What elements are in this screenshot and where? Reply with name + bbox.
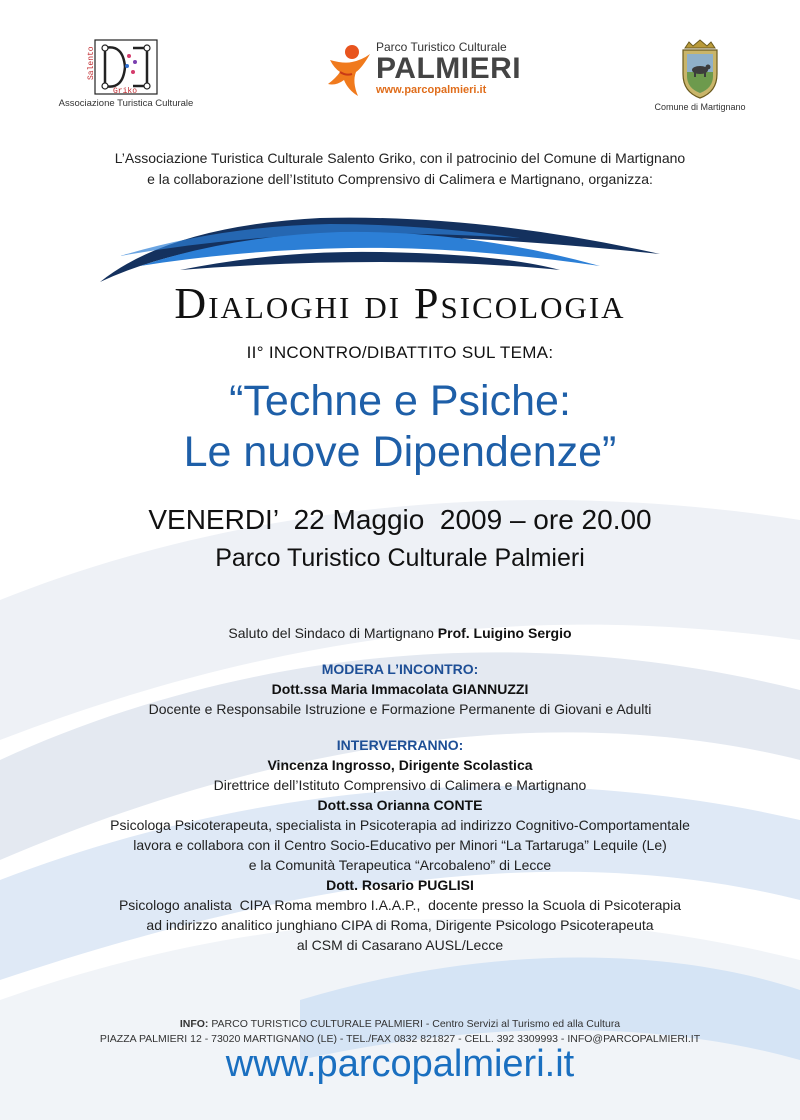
greeting-line (20, 623, 780, 643)
website-link[interactable]: www.parcopalmieri.it (225, 1043, 575, 1085)
intro-text (0, 148, 800, 190)
info-line-2: PIAZZA PALMIERI 12 - 73020 MARTIGNANO (LE) - TEL./FAX 0832 821827 - CELL. 392 3309993 - INFO@PARCOPALMIERI.IT (99, 1033, 701, 1045)
speakers-heading: INTERVERRANNO: (336, 737, 464, 753)
info-line-1-text: PARCO TURISTICO CULTURALE PALMIERI - Centro Servizi al Turismo ed alla Cultura (208, 1018, 621, 1030)
palmieri-top-text: Parco Turistico Culturale (376, 40, 507, 54)
left-logo-caption: Associazione Turistica Culturale (58, 98, 194, 109)
palmieri-url: www.parcopalmieri.it (376, 84, 487, 96)
main-title-line-2: Le nuove Dipendenze” (183, 428, 617, 476)
svg-text:Salento: Salento (87, 46, 96, 80)
moderator-heading: MODERA L’INCONTRO: (321, 661, 479, 677)
greeting-text: Saluto del Sindaco di Martignano (228, 625, 438, 641)
intro-line-2: e la collaborazione dell’Istituto Comprensivo di Calimera e Martignano, organizza: (147, 171, 653, 187)
main-title-line-1: “Techne e Psiche: (229, 377, 571, 425)
speaker-2-role-1: Psicologa Psicoterapeuta, specialista in Psicoterapia ad indirizzo Cognitivo-Comportamentale (110, 817, 690, 833)
speaker-3-role-3: al CSM di Casarano AUSL/Lecce (296, 937, 504, 953)
program (20, 623, 780, 955)
palmieri-figure-icon (322, 40, 374, 100)
greeting-name: Prof. Luigino Sergio (437, 625, 572, 641)
palmieri-name: PALMIERI (376, 52, 522, 85)
speaker-2-role-2: lavora e collabora con il Centro Socio-Educativo per Minori “La Tartaruga” Lequile (Le) (133, 837, 667, 853)
event-date: VENERDI’ 22 Maggio 2009 – ore 20.00 (148, 504, 652, 535)
moderator-role: Docente e Responsabile Istruzione e Formazione Permanente di Giovani e Adulti (148, 701, 652, 717)
speaker-3-role-1: Psicologo analista CIPA Roma membro I.A.A.P., docente presso la Scuola di Psicoterapia (118, 897, 682, 913)
salento-griko-mark-icon (89, 38, 163, 96)
event-place: Parco Turistico Culturale Palmieri (215, 544, 585, 572)
speaker-3-role-2: ad indirizzo analitico junghiano CIPA di Roma, Dirigente Psicologo Psicoterapeuta (146, 917, 654, 933)
speaker-2-role-3: e la Comunità Terapeutica “Arcobaleno” di Lecce (248, 857, 552, 873)
main-title (0, 376, 800, 478)
speaker-1-role: Direttrice dell’Istituto Comprensivo di Calimera e Martignano (213, 777, 587, 793)
speaker-2-name: Dott.ssa Orianna CONTE (317, 797, 483, 813)
series-title: Dialoghi di Psicologia (174, 279, 626, 328)
speaker-1-name: Vincenza Ingrosso, Dirigente Scolastica (267, 757, 533, 773)
svg-text:Griko: Griko (113, 87, 138, 96)
info-line-1 (20, 1017, 780, 1032)
comune-martignano-logo (640, 38, 760, 112)
info-label: INFO: (179, 1018, 209, 1030)
coat-of-arms-icon (675, 38, 725, 100)
speaker-3-name: Dott. Rosario PUGLISI (326, 877, 474, 893)
intro-line-1: L’Associazione Turistica Culturale Salento Griko, con il patrocinio del Comune di Martignano (114, 150, 686, 166)
salento-griko-logo (40, 38, 212, 109)
subtheme-text: II° INCONTRO/DIBATTITO SUL TEMA: (246, 343, 554, 362)
right-logo-caption: Comune di Martignano (654, 102, 746, 112)
moderator-name: Dott.ssa Maria Immacolata GIANNUZZI (271, 681, 529, 697)
